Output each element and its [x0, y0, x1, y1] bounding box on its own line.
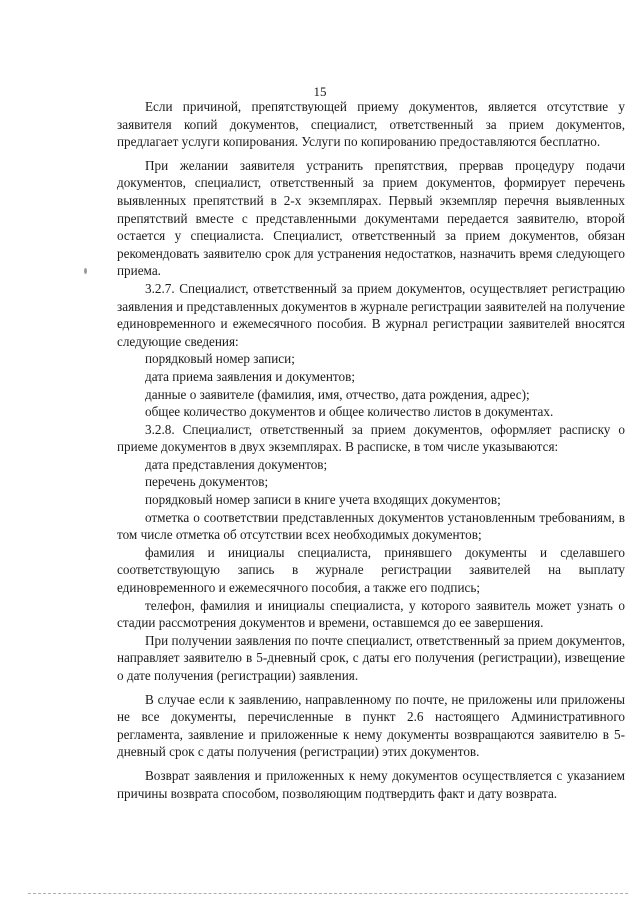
- document-body: [117, 98, 625, 802]
- list-item: порядковый номер записи в книге учета входящих документов;: [145, 492, 501, 508]
- paragraph: телефон, фамилия и инициалы специалиста, у которого заявитель может узнать о стадии рассмотрения документов и времени, оставшемся до ее завершения.: [117, 597, 625, 631]
- page-number: 15: [313, 84, 327, 99]
- paragraph: 3.2.7. Специалист, ответственный за прием документов, осуществляет регистрацию заявления и представленных документов в журнале регистрации заявителей на получение единовременного и ежемесячного пособия. В журнал регистрации заявителей вносятся следующие сведения:: [117, 280, 625, 349]
- paragraph: фамилия и инициалы специалиста, принявшего документы и сделавшего соответствующую запись в журнале регистрации заявителей на выплату единовременного и ежемесячного пособия, а также его подпись;: [117, 544, 625, 596]
- paragraph: Возврат заявления и приложенных к нему документов осуществляется с указанием причины возврата способом, позволяющим подтвердить факт и дату возврата.: [117, 767, 625, 801]
- paragraph: отметка о соответствии представленных документов установленным требованиям, в том числе отметка об отсутствии всех необходимых документов;: [117, 509, 625, 543]
- list-item: перечень документов;: [145, 474, 269, 490]
- paragraph: Если причиной, препятствующей приему документов, является отсутствие у заявителя копий документов, специалист, ответственный за прием документов, предлагает услуги копирования. Услуги по копированию предоставляются бесплатно.: [117, 99, 625, 150]
- list-item: дата приема заявления и документов;: [145, 368, 355, 384]
- footer-rule: [28, 893, 628, 894]
- paragraph: При желании заявителя устранить препятствия, прервав процедуру подачи документов, специалист, ответственный за прием документов, формирует перечень выявленных препятствий в 2-х экземплярах. Первый экземпляр перечня выявленных препятствий вместе с представленными документами передается заявителю, второй остается у специалиста. Специалист, ответственный за прием документов, обязан рекомендовать заявителю срок для устранения недостатков, назначить время следующего приема.: [117, 157, 625, 279]
- paragraph: В случае если к заявлению, направленному по почте, не приложены или приложены не все документы, перечисленные в пункт 2.6 настоящего Административного регламента, заявление и приложенные к нему документы возвращаются заявителю в 5-дневный срок с даты получения (регистрации) этих документов.: [117, 691, 625, 760]
- list-item: дата представления документов;: [145, 456, 328, 472]
- list-item: порядковый номер записи;: [145, 351, 295, 367]
- paragraph: 3.2.8. Специалист, ответственный за прием документов, оформляет расписку о приеме документов в двух экземплярах. В расписке, в том числе указываются:: [117, 421, 625, 455]
- paragraph: При получении заявления по почте специалист, ответственный за прием документов, направляет заявителю в 5-дневный срок, с даты его получения (регистрации), извещение о дате получения (регистрации) заявления.: [117, 632, 625, 683]
- list-item: общее количество документов и общее количество листов в документах.: [145, 404, 554, 420]
- margin-mark: [84, 268, 87, 274]
- list-item: данные о заявителе (фамилия, имя, отчество, дата рождения, адрес);: [145, 386, 530, 402]
